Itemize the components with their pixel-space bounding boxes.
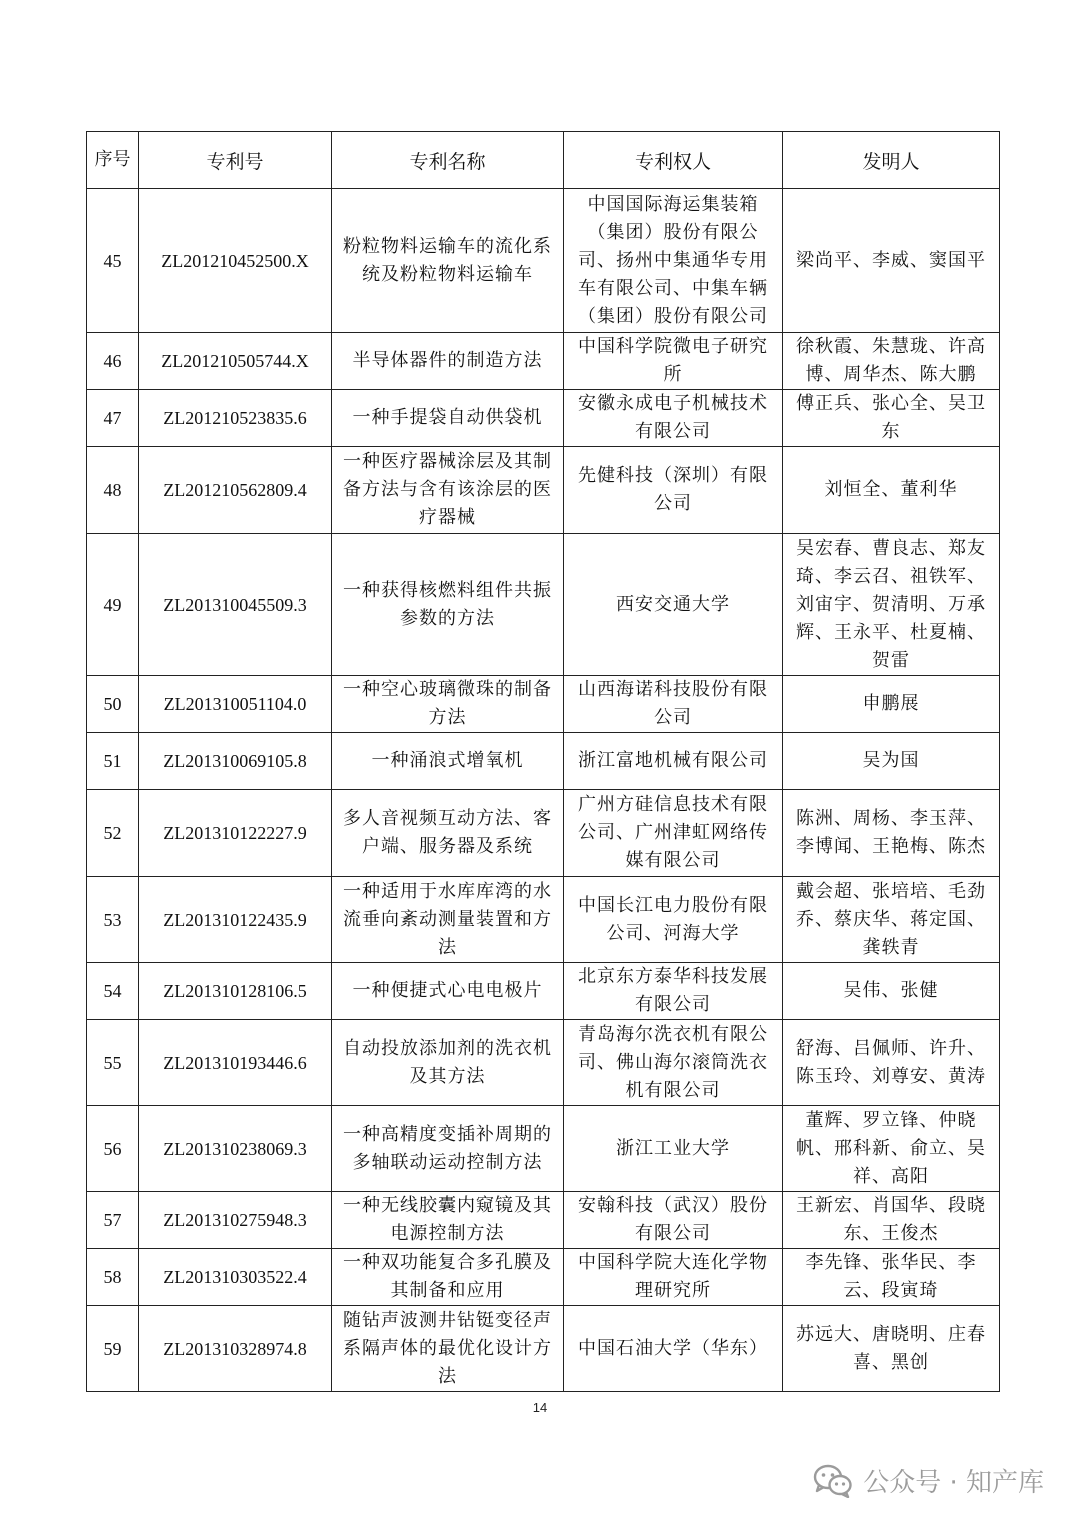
- cell-owner: 广州方硅信息技术有限公司、广州津虹网络传媒有限公司: [564, 790, 783, 877]
- cell-patent-no: ZL201310069105.8: [139, 733, 332, 790]
- cell-inventor: 申鹏展: [783, 676, 1000, 733]
- cell-inventor: 舒海、吕佩师、许升、陈玉玲、刘尊安、黄涛: [783, 1020, 1000, 1106]
- cell-seq: 49: [87, 534, 139, 676]
- cell-seq: 46: [87, 333, 139, 390]
- cell-patent-name: 一种适用于水库库湾的水流垂向紊动测量装置和方法: [332, 877, 564, 963]
- cell-inventor: 李先锋、张华民、李云、段寅琦: [783, 1249, 1000, 1306]
- table-row: [87, 676, 1000, 733]
- cell-patent-name: 粉粒物料运输车的流化系统及粉粒物料运输车: [332, 189, 564, 333]
- cell-seq: 58: [87, 1249, 139, 1306]
- patent-table: [86, 131, 1000, 1392]
- page-number: 14: [532, 1400, 548, 1415]
- cell-inventor: 戴会超、张培培、毛劲乔、蔡庆华、蒋定国、龚轶青: [783, 877, 1000, 963]
- table-header-row: [87, 132, 1000, 189]
- cell-patent-name: 一种便捷式心电电极片: [332, 963, 564, 1020]
- cell-patent-no: ZL201310328974.8: [139, 1306, 332, 1392]
- cell-patent-no: ZL201310128106.5: [139, 963, 332, 1020]
- cell-inventor: 吴伟、张健: [783, 963, 1000, 1020]
- cell-patent-name: 自动投放添加剂的洗衣机及其方法: [332, 1020, 564, 1106]
- cell-seq: 50: [87, 676, 139, 733]
- cell-inventor: 董辉、罗立锋、仲晓帆、邢科新、俞立、吴祥、高阳: [783, 1106, 1000, 1192]
- header-inventor: 发明人: [783, 132, 1000, 189]
- cell-patent-name: 半导体器件的制造方法: [332, 333, 564, 390]
- cell-patent-no: ZL201310122435.9: [139, 877, 332, 963]
- table-row: [87, 963, 1000, 1020]
- cell-patent-no: ZL201310193446.6: [139, 1020, 332, 1106]
- cell-inventor: 吴宏春、曹良志、郑友琦、李云召、祖铁军、刘宙宇、贺清明、万承辉、王永平、杜夏楠、贺雷: [783, 534, 1000, 676]
- cell-seq: 45: [87, 189, 139, 333]
- cell-patent-no: ZL201310275948.3: [139, 1192, 332, 1249]
- cell-seq: 57: [87, 1192, 139, 1249]
- cell-patent-name: 一种高精度变插补周期的多轴联动运动控制方法: [332, 1106, 564, 1192]
- cell-patent-no: ZL201310051104.0: [139, 676, 332, 733]
- cell-owner: 青岛海尔洗衣机有限公司、佛山海尔滚筒洗衣机有限公司: [564, 1020, 783, 1106]
- cell-patent-name: 一种医疗器械涂层及其制备方法与含有该涂层的医疗器械: [332, 447, 564, 534]
- cell-seq: 47: [87, 390, 139, 447]
- cell-owner: 中国科学院微电子研究所: [564, 333, 783, 390]
- watermark: [813, 1462, 1044, 1499]
- cell-seq: 59: [87, 1306, 139, 1392]
- header-patent-name: 专利名称: [332, 132, 564, 189]
- cell-patent-no: ZL201210505744.X: [139, 333, 332, 390]
- cell-inventor: 徐秋霞、朱慧珑、许高博、周华杰、陈大鹏: [783, 333, 1000, 390]
- header-owner: 专利权人: [564, 132, 783, 189]
- cell-patent-no: ZL201210452500.X: [139, 189, 332, 333]
- cell-seq: 54: [87, 963, 139, 1020]
- cell-patent-name: 随钻声波测井钻铤变径声系隔声体的最优化设计方法: [332, 1306, 564, 1392]
- cell-patent-name: 一种涌浪式增氧机: [332, 733, 564, 790]
- table-row: [87, 877, 1000, 963]
- table-row: [87, 1020, 1000, 1106]
- cell-inventor: 刘恒全、董利华: [783, 447, 1000, 534]
- cell-inventor: 梁尚平、李威、窦国平: [783, 189, 1000, 333]
- cell-patent-name: 多人音视频互动方法、客户端、服务器及系统: [332, 790, 564, 877]
- table-row: [87, 790, 1000, 877]
- cell-patent-no: ZL201310122227.9: [139, 790, 332, 877]
- table-row: [87, 534, 1000, 676]
- wechat-icon: [813, 1464, 853, 1498]
- cell-patent-name: 一种空心玻璃微珠的制备方法: [332, 676, 564, 733]
- cell-owner: 山西海诺科技股份有限公司: [564, 676, 783, 733]
- cell-owner: 安徽永成电子机械技术有限公司: [564, 390, 783, 447]
- cell-inventor: 吴为国: [783, 733, 1000, 790]
- cell-inventor: 苏远大、唐晓明、庄春喜、黑创: [783, 1306, 1000, 1392]
- cell-seq: 51: [87, 733, 139, 790]
- cell-inventor: 王新宏、肖国华、段晓东、王俊杰: [783, 1192, 1000, 1249]
- cell-owner: 中国石油大学（华东）: [564, 1306, 783, 1392]
- cell-inventor: 傅正兵、张心全、吴卫东: [783, 390, 1000, 447]
- table-row: [87, 733, 1000, 790]
- cell-owner: 中国国际海运集装箱（集团）股份有限公司、扬州中集通华专用车有限公司、中集车辆（集团）股份有限公司: [564, 189, 783, 333]
- cell-owner: 浙江工业大学: [564, 1106, 783, 1192]
- cell-owner: 西安交通大学: [564, 534, 783, 676]
- cell-patent-no: ZL201210523835.6: [139, 390, 332, 447]
- header-patent-no: 专利号: [139, 132, 332, 189]
- cell-patent-name: 一种无线胶囊内窥镜及其电源控制方法: [332, 1192, 564, 1249]
- cell-patent-no: ZL201210562809.4: [139, 447, 332, 534]
- cell-owner: 中国长江电力股份有限公司、河海大学: [564, 877, 783, 963]
- table-row: [87, 1249, 1000, 1306]
- table-row: [87, 189, 1000, 333]
- table-row: [87, 390, 1000, 447]
- table-body: [87, 189, 1000, 1392]
- cell-seq: 56: [87, 1106, 139, 1192]
- header-seq: 序号: [87, 132, 139, 189]
- cell-patent-name: 一种双功能复合多孔膜及其制备和应用: [332, 1249, 564, 1306]
- cell-seq: 48: [87, 447, 139, 534]
- table-row: [87, 333, 1000, 390]
- cell-owner: 安翰科技（武汉）股份有限公司: [564, 1192, 783, 1249]
- cell-seq: 52: [87, 790, 139, 877]
- cell-owner: 中国科学院大连化学物理研究所: [564, 1249, 783, 1306]
- cell-seq: 53: [87, 877, 139, 963]
- table-row: [87, 1106, 1000, 1192]
- cell-patent-no: ZL201310303522.4: [139, 1249, 332, 1306]
- cell-patent-no: ZL201310238069.3: [139, 1106, 332, 1192]
- table-row: [87, 1192, 1000, 1249]
- cell-owner: 先健科技（深圳）有限公司: [564, 447, 783, 534]
- cell-seq: 55: [87, 1020, 139, 1106]
- cell-owner: 北京东方泰华科技发展有限公司: [564, 963, 783, 1020]
- cell-patent-no: ZL201310045509.3: [139, 534, 332, 676]
- cell-patent-name: 一种获得核燃料组件共振参数的方法: [332, 534, 564, 676]
- cell-inventor: 陈洲、周杨、李玉萍、李博闻、王艳梅、陈杰: [783, 790, 1000, 877]
- cell-patent-name: 一种手提袋自动供袋机: [332, 390, 564, 447]
- table-row: [87, 1306, 1000, 1392]
- watermark-text: 公众号 · 知产库: [863, 1468, 1044, 1498]
- table-row: [87, 447, 1000, 534]
- cell-owner: 浙江富地机械有限公司: [564, 733, 783, 790]
